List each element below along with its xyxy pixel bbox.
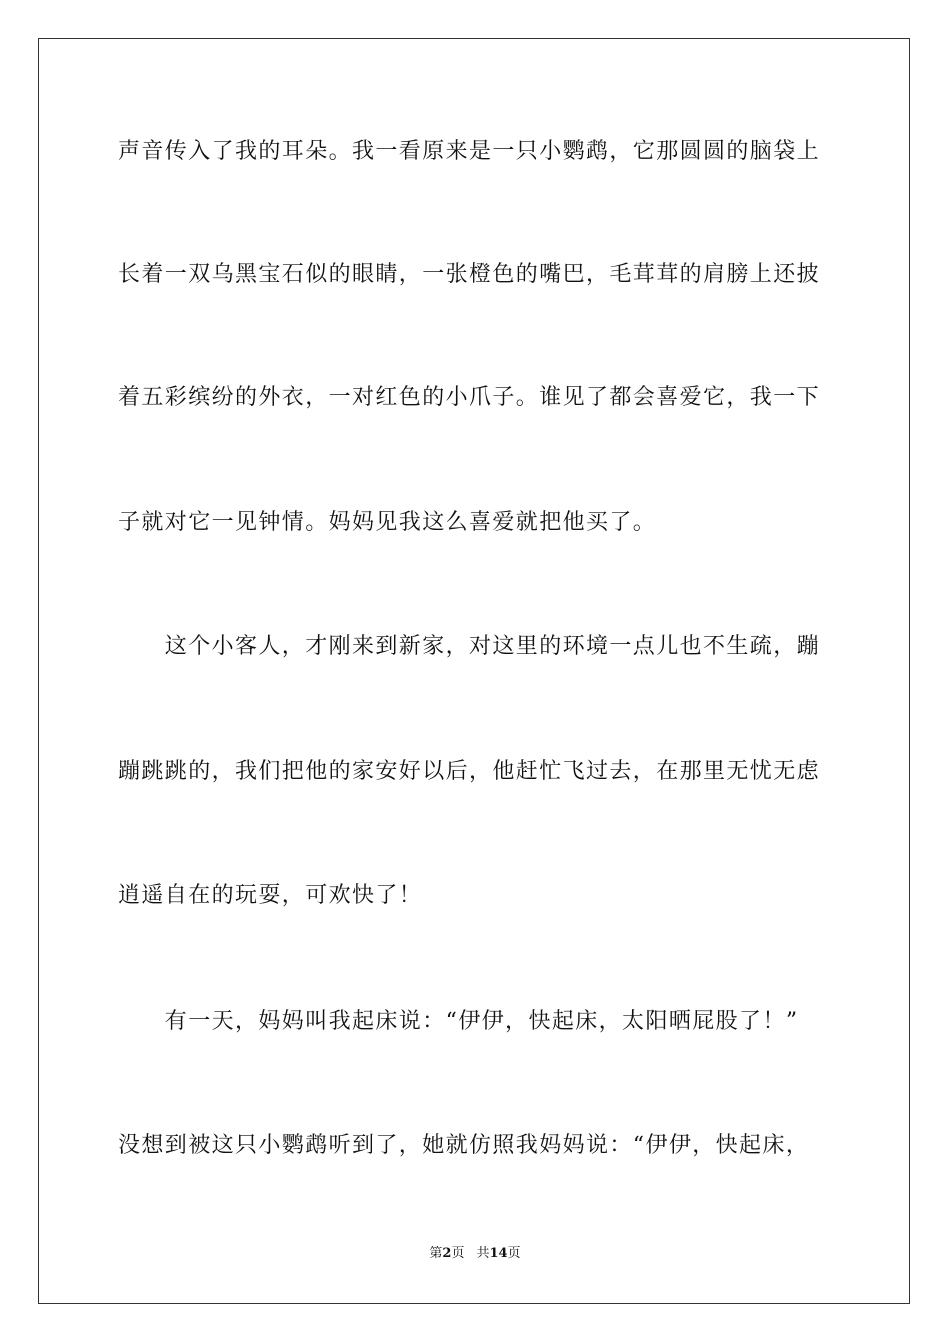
text-line-1: 声音传入了我的耳朵。我一看原来是一只小鹦鹉，它那圆圆的脑袋上: [118, 139, 821, 164]
paragraph-3-line-1: 有一天，妈妈叫我起床说：“伊伊，快起床，太阳晒屁股了！”: [118, 1009, 799, 1034]
total-pages: 14: [489, 1246, 508, 1261]
page-number: 2: [442, 1246, 452, 1261]
text-line-2: 长着一双乌黑宝石似的眼睛，一张橙色的嘴巴，毛茸茸的肩膀上还披: [118, 262, 821, 287]
total-suffix: 页: [507, 1246, 521, 1261]
page-suffix: 页: [451, 1246, 465, 1261]
text-line-3: 着五彩缤纷的外衣，一对红色的小爪子。谁见了都会喜爱它，我一下: [118, 385, 821, 410]
page-border: [38, 38, 910, 1304]
text-line-4: 子就对它一见钟情。妈妈见我这么喜爱就把他买了。: [118, 510, 657, 535]
paragraph-2-line-2: 蹦跳跳的，我们把他的家安好以后，他赶忙飞过去，在那里无忧无虑: [118, 759, 821, 784]
paragraph-3-line-2: 没想到被这只小鹦鹉听到了，她就仿照我妈妈说：“伊伊，快起床，: [118, 1133, 810, 1158]
paragraph-2-line-1: 这个小客人，才刚来到新家，对这里的环境一点儿也不生疏，蹦: [118, 634, 821, 659]
page-prefix: 第: [429, 1246, 443, 1261]
paragraph-2-line-3: 逍遥自在的玩耍，可欢快了！: [118, 883, 423, 908]
page-footer: [0, 1246, 950, 1262]
total-prefix: 共: [476, 1246, 490, 1261]
